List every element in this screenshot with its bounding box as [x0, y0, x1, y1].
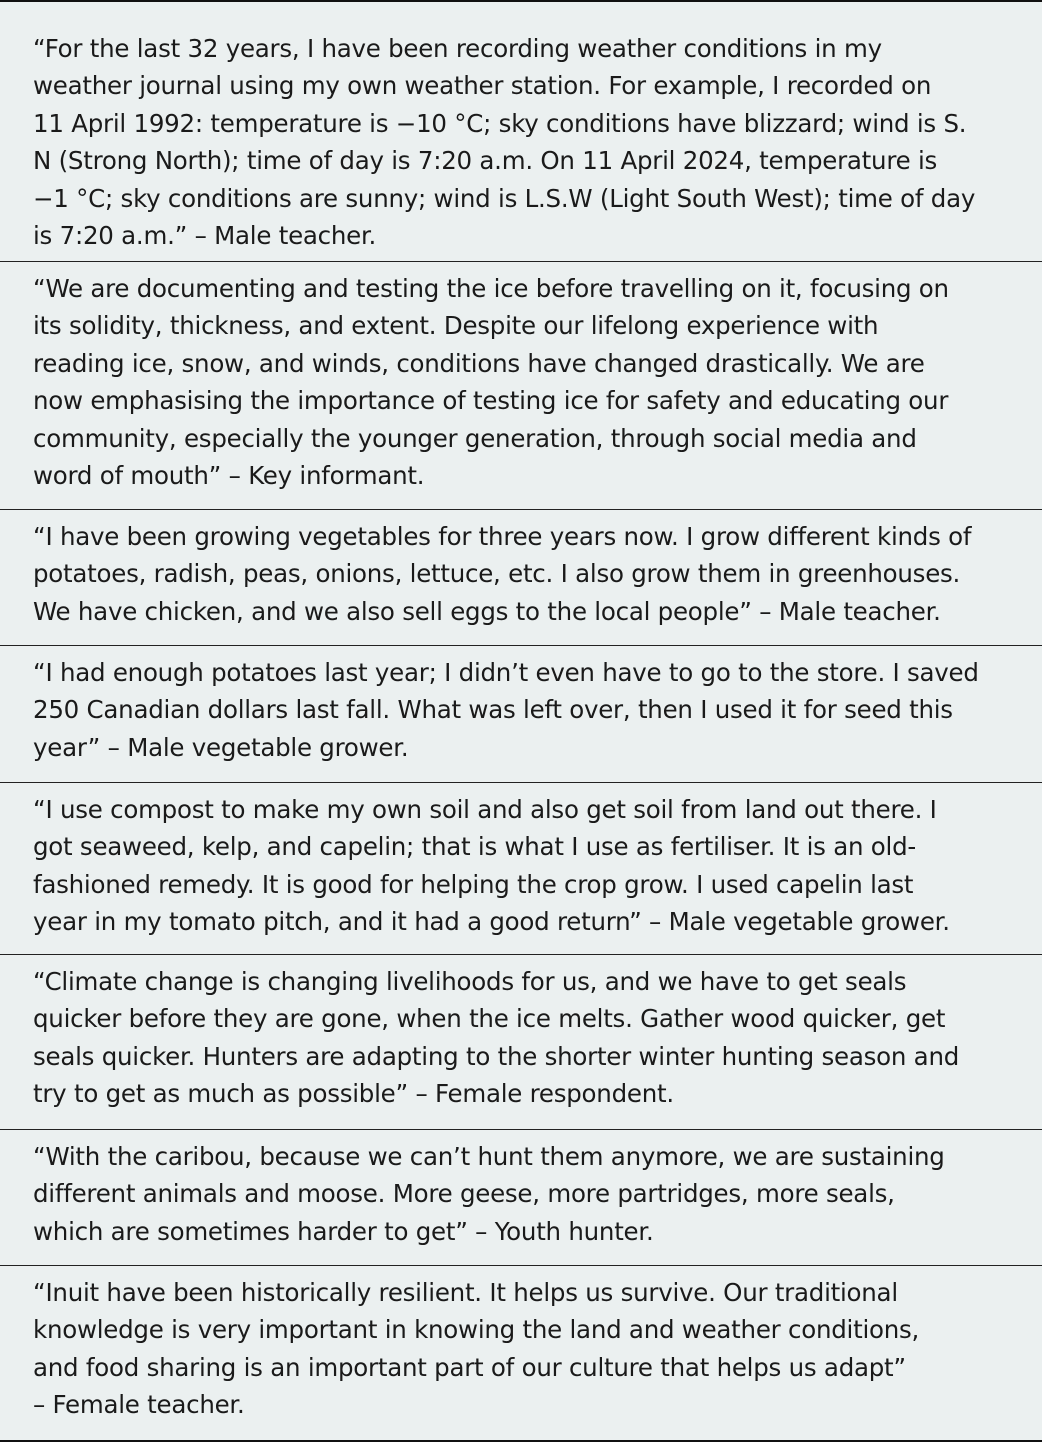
- quote-line: 250 Canadian dollars last fall. What was left over, then I used it for seed this: [33, 695, 953, 725]
- quote-line: “We are documenting and testing the ice before travelling on it, focusing on: [33, 274, 949, 303]
- quote-row: [0, 954, 1042, 1129]
- quote-line: now emphasising the importance of testing ice for safety and educating our: [33, 386, 949, 416]
- quote-line: got seaweed, kelp, and capelin; that is what I use as fertiliser. It is an old-: [33, 832, 916, 862]
- quote-line: We have chicken, and we also sell eggs to the local people” – Male teacher.: [33, 596, 941, 626]
- quote-line: – Female teacher.: [33, 1390, 245, 1420]
- quote-line: quicker before they are gone, when the ice melts. Gather wood quicker, get: [33, 1004, 946, 1034]
- quote-line: fashioned remedy. It is good for helping the crop grow. I used capelin last: [33, 869, 914, 899]
- quote-line: 11 April 1992: temperature is −10 °C; sky conditions have blizzard; wind is S.: [33, 108, 967, 138]
- quote-line: community, especially the younger generation, through social media and: [33, 423, 917, 453]
- quote-line: which are sometimes harder to get” – Youth hunter.: [33, 1216, 654, 1246]
- quote-row: [0, 509, 1042, 645]
- quote-line: “For the last 32 years, I have been recording weather conditions in my: [33, 34, 882, 63]
- quote-line: its solidity, thickness, and extent. Despite our lifelong experience with: [33, 311, 879, 341]
- quote-line: seals quicker. Hunters are adapting to the shorter winter hunting season and: [33, 1041, 960, 1071]
- quote-line: knowledge is very important in knowing the land and weather conditions,: [33, 1315, 920, 1345]
- quote-line: N (Strong North); time of day is 7:20 a.m. On 11 April 2024, temperature is: [33, 146, 938, 176]
- quote-line: year in my tomato pitch, and it had a good return” – Male vegetable grower.: [33, 907, 950, 937]
- quote-line: is 7:20 a.m.” – Male teacher.: [33, 221, 377, 251]
- quote-row: [0, 2, 1042, 261]
- quote-line: potatoes, radish, peas, onions, lettuce, etc. I also grow them in greenhouses.: [33, 559, 961, 589]
- quote-line: different animals and moose. More geese, more partridges, more seals,: [33, 1179, 895, 1209]
- quote-row: [0, 261, 1042, 509]
- quote-line: year” – Male vegetable grower.: [33, 732, 409, 762]
- quote-line: “Inuit have been historically resilient. It helps us survive. Our traditional: [33, 1278, 898, 1307]
- quote-line: weather journal using my own weather station. For example, I recorded on: [33, 71, 932, 101]
- quote-row: [0, 1129, 1042, 1265]
- quote-row: [0, 1265, 1042, 1440]
- quote-line: try to get as much as possible” – Female respondent.: [33, 1079, 674, 1109]
- quote-line: “With the caribou, because we can’t hunt them anymore, we are sustaining: [33, 1142, 945, 1171]
- quote-row: [0, 782, 1042, 954]
- quote-line: word of mouth” – Key informant.: [33, 461, 425, 491]
- quote-line: “I use compost to make my own soil and also get soil from land out there. I: [33, 795, 937, 824]
- quote-line: and food sharing is an important part of our culture that helps us adapt”: [33, 1352, 906, 1382]
- quote-line: −1 °C; sky conditions are sunny; wind is L.S.W (Light South West); time of day: [33, 183, 976, 213]
- quote-line: “I have been growing vegetables for three years now. I grow different kinds of: [33, 522, 972, 551]
- quote-row: [0, 645, 1042, 782]
- quote-line: “I had enough potatoes last year; I didn’t even have to go to the store. I saved: [33, 658, 979, 687]
- quote-line: “Climate change is changing livelihoods for us, and we have to get seals: [33, 967, 907, 996]
- quote-line: reading ice, snow, and winds, conditions have changed drastically. We are: [33, 348, 925, 378]
